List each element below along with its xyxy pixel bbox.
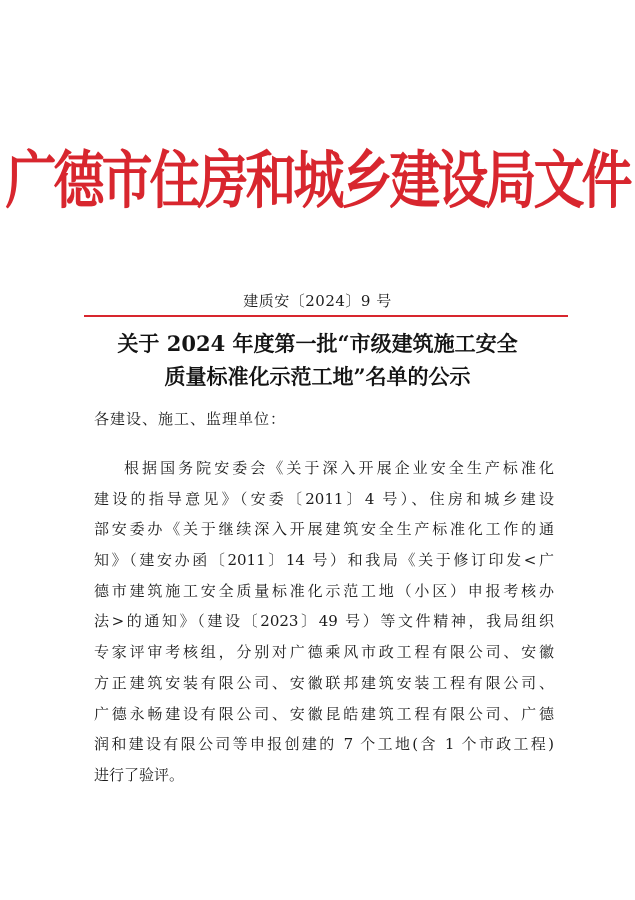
- notice-title: [60, 327, 575, 393]
- document-header-title: 广德市住房和城乡建设局文件: [5, 146, 630, 219]
- body-line: 润和建设有限公司等申报创建的 7 个工地(含 1 个市政工程): [94, 735, 554, 754]
- body-line: 方正建筑安装有限公司、安徽联邦建筑安装工程有限公司、: [94, 673, 554, 692]
- body-line: 广德永畅建设有限公司、安徽昆皓建筑工程有限公司、广德: [94, 704, 554, 723]
- body-line: 德市建筑施工安全质量标准化示范工地（小区）申报考核办: [94, 581, 554, 600]
- body-line: 部安委办《关于继续深入开展建筑安全生产标准化工作的通: [94, 520, 554, 539]
- body-line: 根据国务院安委会《关于深入开展企业安全生产标准化: [124, 459, 554, 477]
- body-line: 进行了验评。: [94, 765, 185, 784]
- notice-title-line-2: 质量标准化示范工地”名单的公示: [164, 364, 471, 389]
- salutation: 各建设、施工、监理单位：: [94, 410, 287, 428]
- body-line: 法>的通知》（建设〔2023〕49 号）等文件精神，我局组织: [94, 612, 554, 631]
- body-line: 专家评审考核组，分别对广德乘风市政工程有限公司、安徽: [94, 643, 554, 662]
- body-paragraph: [94, 453, 554, 791]
- document-number: 建质安〔2024〕9 号: [243, 292, 392, 310]
- body-line: 建设的指导意见》（安委〔2011〕4 号）、住房和城乡建设: [94, 489, 554, 508]
- red-divider-line: [84, 315, 568, 317]
- body-line: 知》（建安办函〔2011〕14 号）和我局《关于修订印发<广: [94, 551, 554, 570]
- notice-title-line-1: 关于 2024 年度第一批“市级建筑施工安全: [117, 331, 518, 356]
